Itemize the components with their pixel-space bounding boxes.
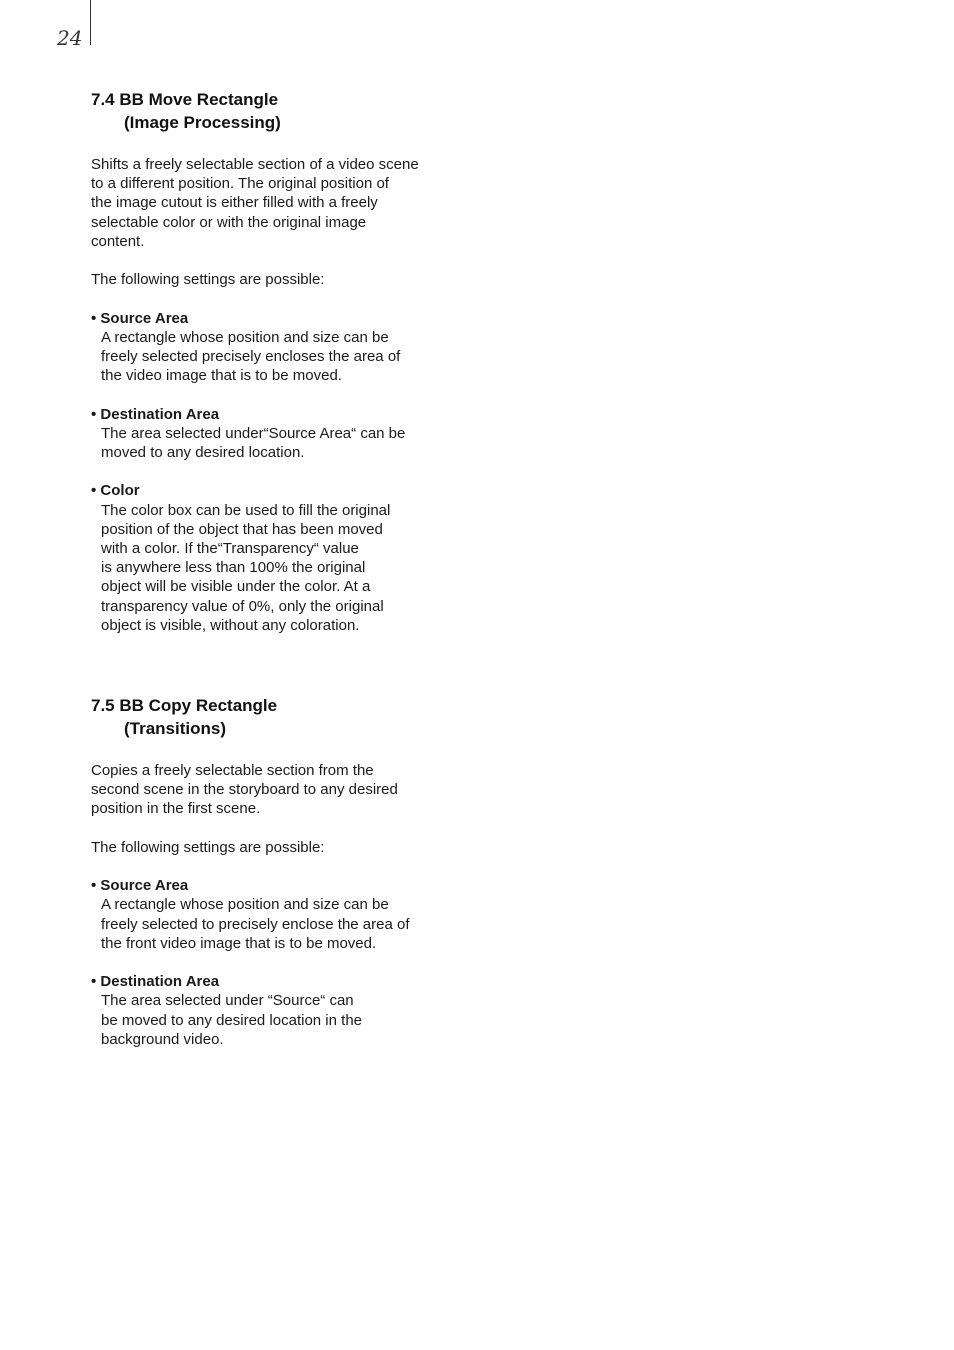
intro-line: the image cutout is either filled with a freely (91, 194, 378, 212)
settings-lead: The following settings are possible: (91, 271, 325, 289)
section-heading-line1: 7.4 BB Move Rectangle (91, 90, 279, 109)
section-7-5 (91, 694, 481, 1049)
page-number: 24 (57, 26, 83, 50)
setting-item-line: the video image that is to be moved. (101, 367, 342, 385)
setting-item-line: object will be visible under the color. At a (101, 578, 371, 596)
intro-line: selectable color or with the original image (91, 213, 367, 231)
section-heading (91, 88, 481, 134)
intro-line: Shifts a freely selectable section of a video scene (91, 156, 419, 173)
setting-item-line: object is visible, without any coloration. (101, 616, 360, 634)
setting-item-line: The color box can be used to fill the original (101, 501, 391, 519)
section-heading-line1: 7.5 BB Copy Rectangle (91, 696, 278, 716)
intro-line: to a different position. The original position of (91, 175, 389, 193)
setting-item-line: A rectangle whose position and size can be (101, 896, 389, 914)
setting-item-destination-area (91, 405, 481, 463)
intro-line: content. (91, 232, 145, 250)
setting-item-line: The area selected under“Source Area“ can be (101, 424, 406, 442)
section-heading (91, 694, 481, 740)
setting-item-line: freely selected to precisely enclose the area of (101, 915, 410, 933)
setting-item-title: • Source Area (91, 309, 189, 327)
intro-line: Copies a freely selectable section from the (91, 762, 374, 780)
section-heading-line2: (Transitions) (124, 719, 227, 739)
section-heading-line2: (Image Processing) (124, 113, 281, 132)
settings-lead: The following settings are possible: (91, 838, 325, 856)
text-column (91, 88, 481, 1049)
setting-item-line: The area selected under “Source“ can (101, 992, 354, 1010)
setting-item-source-area (91, 876, 481, 953)
setting-item-color (91, 481, 481, 635)
section-intro (91, 155, 481, 251)
setting-item-line: with a color. If the“Transparency“ value (101, 540, 359, 557)
setting-item-title: • Color (91, 482, 140, 500)
setting-item-line: moved to any desired location. (101, 444, 305, 461)
setting-item-title: • Destination Area (91, 405, 220, 423)
intro-line: position in the first scene. (91, 800, 261, 818)
setting-item-title: • Source Area (91, 877, 189, 895)
setting-item-line: the front video image that is to be moved. (101, 934, 377, 952)
setting-item-line: position of the object that has been moved (101, 520, 383, 538)
section-intro (91, 761, 481, 819)
setting-item-destination-area (91, 972, 481, 1049)
intro-line: second scene in the storyboard to any desired (91, 781, 398, 799)
section-7-4 (91, 88, 481, 635)
setting-item-source-area (91, 309, 481, 386)
margin-rule (90, 0, 91, 45)
setting-item-line: freely selected precisely encloses the area of (101, 348, 401, 365)
setting-item-line: be moved to any desired location in the (101, 1011, 362, 1029)
setting-item-line: background video. (101, 1030, 224, 1048)
setting-item-line: is anywhere less than 100% the original (101, 559, 366, 577)
setting-item-line: A rectangle whose position and size can be (101, 328, 389, 346)
setting-item-title: • Destination Area (91, 973, 220, 991)
setting-item-line: transparency value of 0%, only the original (101, 597, 384, 615)
